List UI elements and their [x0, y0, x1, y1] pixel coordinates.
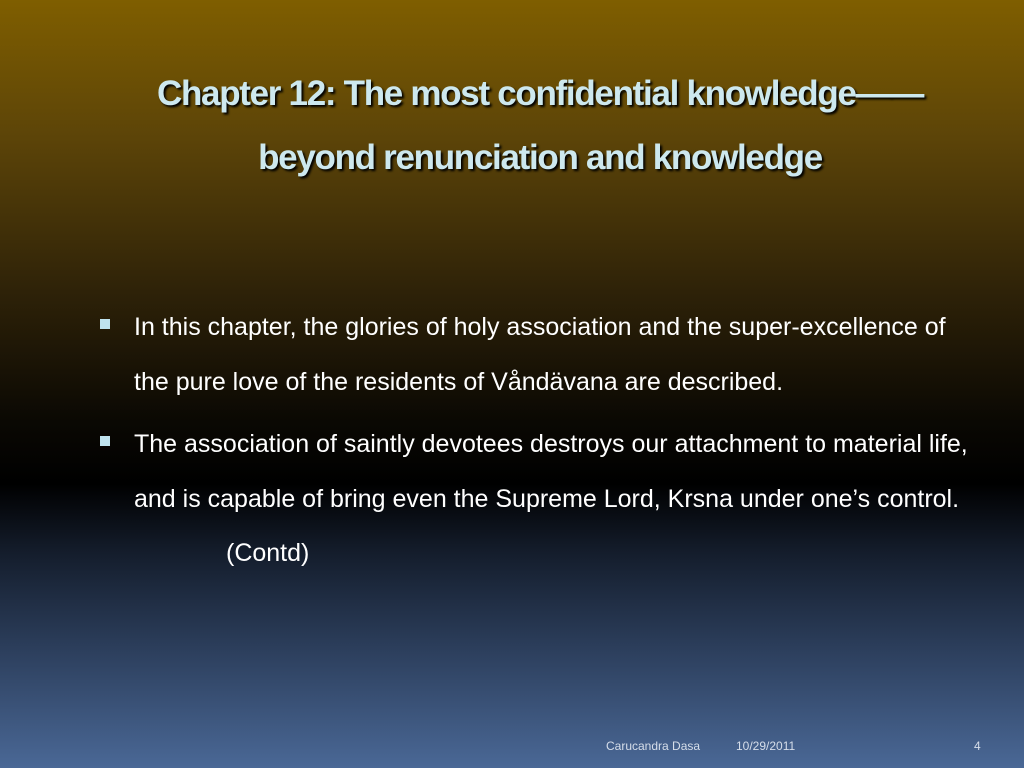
slide-title: [60, 62, 1020, 190]
square-bullet-icon: [100, 436, 110, 446]
slide-title-line-2: beyond renunciation and knowledge: [258, 138, 822, 177]
slide-number: 4: [974, 739, 981, 753]
bullet-text: In this chapter, the glories of holy association and the super-excellence of the pure love of the residents of Våndävana are described.: [134, 313, 946, 396]
bullet-list: [96, 300, 976, 589]
footer-date: 10/29/2011: [736, 739, 796, 753]
bullet-item: [96, 300, 976, 409]
slide-title-line-1: Chapter 12: The most confidential knowledge——: [156, 74, 924, 113]
bullet-text: The association of saintly devotees destroys our attachment to material life, and is capable of bring even the Supreme Lord, Krsna under one’s control.: [134, 430, 968, 513]
footer-author: Carucandra Dasa: [606, 739, 701, 753]
bullet-item: [96, 417, 976, 581]
square-bullet-icon: [100, 319, 110, 329]
contd-label: (Contd): [226, 539, 310, 567]
